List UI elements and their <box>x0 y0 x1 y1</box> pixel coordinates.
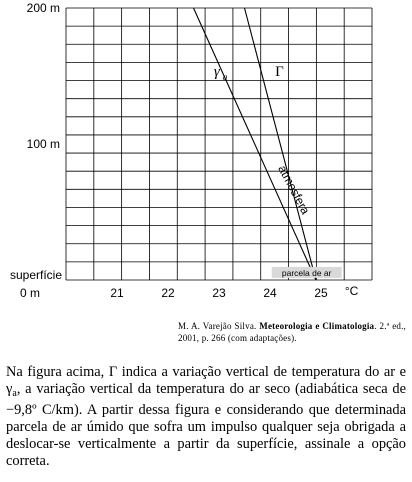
x-tick-label: 24 <box>263 286 277 300</box>
chart-series <box>194 8 316 280</box>
y-tick-label: superfície <box>9 268 62 282</box>
citation-author: M. A. Varejão Silva. <box>178 321 260 331</box>
figure-citation <box>178 320 406 344</box>
axis-labels <box>10 1 359 300</box>
x-axis-unit-label: °C <box>344 284 359 298</box>
chart-grid <box>66 8 372 280</box>
question-text-part2: , a variação vertical da temperatura do ar seco (adiabática seca de −9,8º C/km). A partir dessa figura e considerando que determinada parcela de ar úmido que sofra um impulso qualquer seja obrigada a deslocar-se verticalmente a partir da superfície, assinale a opção correta. <box>6 381 406 469</box>
y-tick-label: 200 m <box>26 1 60 15</box>
gamma-a-label: γ <box>213 64 220 80</box>
air-parcel-label: parcela de ar <box>281 267 332 278</box>
x-tick-label: 25 <box>314 286 328 300</box>
x-tick-label: 21 <box>110 286 124 300</box>
question-text <box>6 364 406 470</box>
x-tick-label: 22 <box>161 286 175 300</box>
citation-details: . 2.ª ed., 2001, p. 266 (com adaptações). <box>178 321 406 343</box>
atmosphere-label: atmosfera <box>275 162 313 217</box>
citation-title: Meteorologia e Climatologia <box>259 321 375 331</box>
x-tick-label: 23 <box>212 286 226 300</box>
question-text-subscript: a <box>12 388 17 399</box>
y-zero-label: 0 m <box>19 286 40 300</box>
question-text-part1: Na figura acima, Γ indica a variação vertical de temperatura do ar e γ <box>6 364 406 397</box>
y-tick-label: 100 m <box>26 137 60 151</box>
capital-gamma-label: Γ <box>275 64 284 80</box>
gamma-a-subscript: a <box>222 72 228 82</box>
